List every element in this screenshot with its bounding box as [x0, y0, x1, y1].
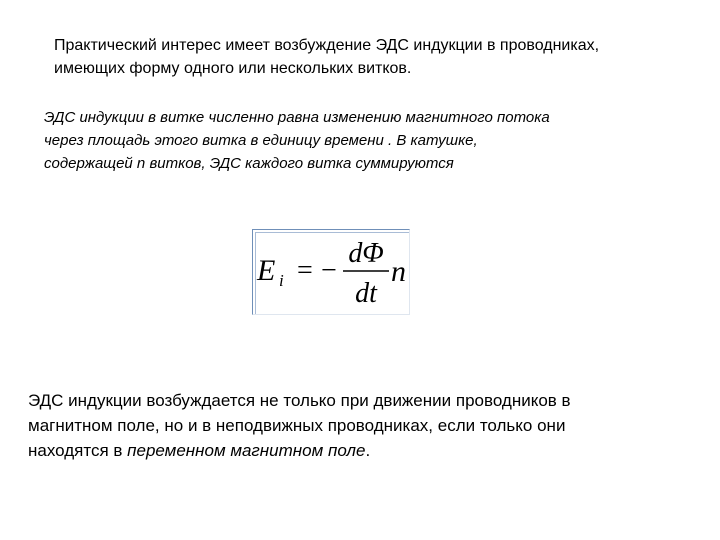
formula-minus: − [321, 255, 337, 286]
intro-paragraph [54, 34, 694, 80]
formula-numerator: dΦ [348, 238, 384, 269]
conclusion-paragraph [28, 388, 698, 463]
definition-line-1: ЭДС индукции в витке численно равна изменению магнитного потока [44, 109, 550, 126]
definition-line-2: через площадь этого витка в единицу времени . В катушке, [44, 132, 478, 149]
formula-factor: n [391, 255, 406, 288]
intro-line-2: имеющих форму одного или нескольких витков. [54, 60, 412, 77]
definition-line-3: содержащей n витков, ЭДС каждого витка суммируются [44, 155, 454, 172]
emf-formula [253, 230, 409, 314]
conclusion-line-1: ЭДС индукции возбуждается не только при движении проводников в [28, 391, 571, 410]
formula-denominator: dt [355, 278, 377, 309]
conclusion-line-3-suffix: . [365, 441, 371, 460]
conclusion-line-2: магнитном поле, но и в неподвижных проводниках, если только они [28, 416, 566, 435]
formula-equals: = [297, 255, 313, 286]
formula-lhs-subscript: i [279, 271, 284, 290]
definition-paragraph [44, 106, 684, 175]
conclusion-line-3-prefix: находятся в [28, 441, 128, 460]
intro-line-1: Практический интерес имеет возбуждение ЭДС индукции в проводниках, [54, 37, 600, 54]
formula-lhs-symbol: E [257, 254, 276, 287]
conclusion-emphasis: переменном магнитном поле [127, 441, 366, 460]
formula-frame [252, 229, 410, 315]
